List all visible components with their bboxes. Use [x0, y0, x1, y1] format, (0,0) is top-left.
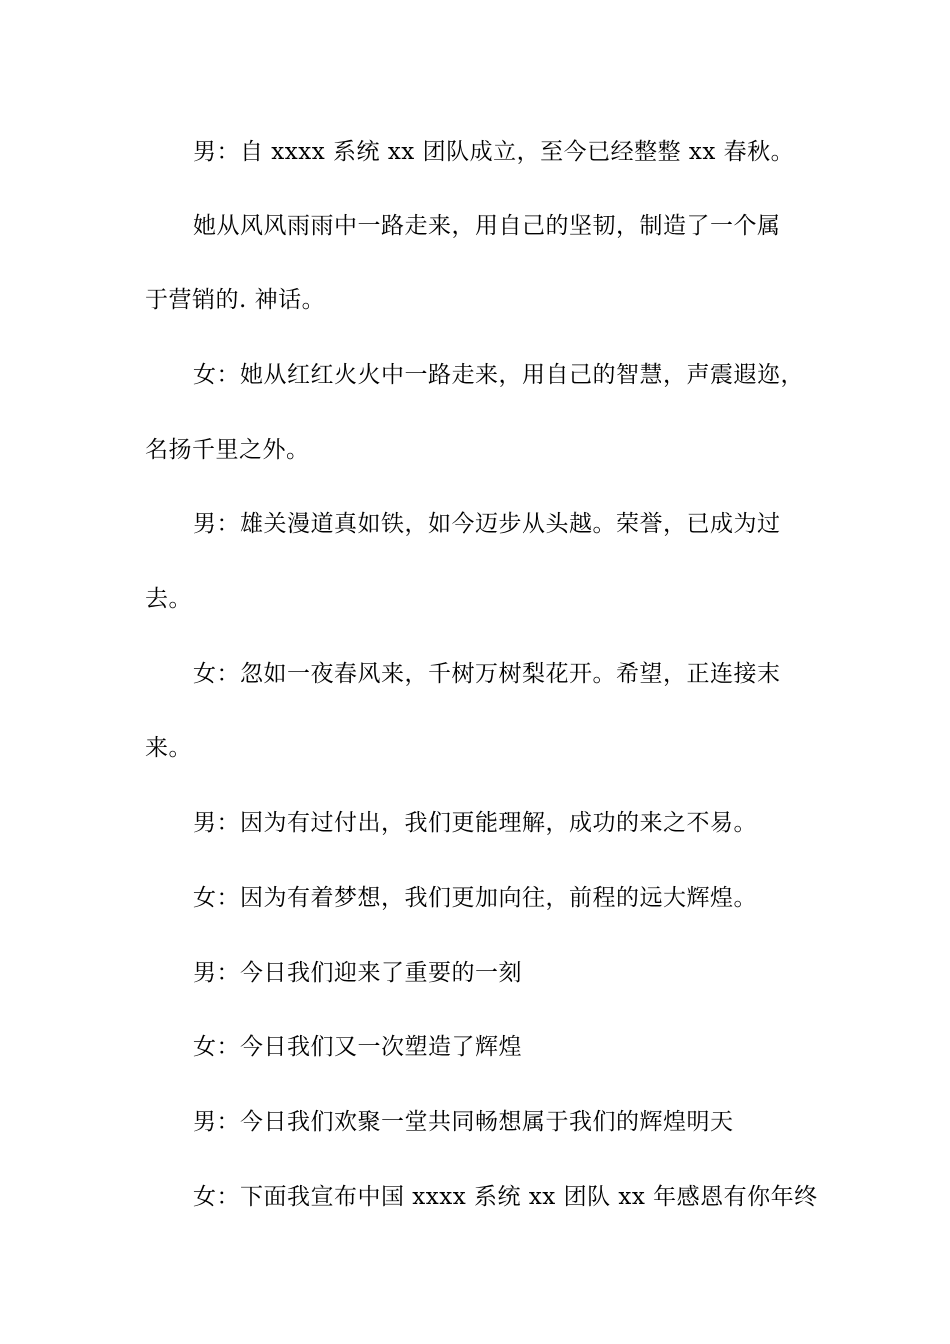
paragraph-line: 男：雄关漫道真如铁，如今迈步从头越。荣誉，已成为过: [193, 511, 781, 537]
paragraph-line: 女：今日我们又一次塑造了辉煌: [193, 1034, 522, 1060]
paragraph-line: 女：她从红红火火中一路走来，用自己的智慧，声震遐迩，: [193, 362, 804, 388]
paragraph-line: 于营销的. 神话。: [145, 287, 326, 313]
paragraph-line: 女：忽如一夜春风来，千树万树梨花开。希望，正连接末: [193, 661, 781, 687]
paragraph-line: 她从风风雨雨中一路走来，用自己的坚韧，制造了一个属: [193, 213, 781, 239]
paragraph-line: 男：自 xxxx 系统 xx 团队成立，至今已经整整 xx 春秋。: [193, 139, 795, 165]
paragraph-line: 名扬千里之外。: [145, 437, 310, 463]
paragraph-line: 女：因为有着梦想，我们更加向往，前程的远大辉煌。: [193, 885, 757, 911]
paragraph-line: 男：今日我们欢聚一堂共同畅想属于我们的辉煌明天: [193, 1109, 734, 1135]
paragraph-line: 男：因为有过付出，我们更能理解，成功的来之不易。: [193, 810, 757, 836]
paragraph-line: 女：下面我宣布中国 xxxx 系统 xx 团队 xx 年感恩有你年终: [193, 1184, 818, 1210]
paragraph-line: 来。: [145, 735, 192, 761]
paragraph-line: 去。: [145, 586, 192, 612]
paragraph-line: 男：今日我们迎来了重要的一刻: [193, 960, 522, 986]
